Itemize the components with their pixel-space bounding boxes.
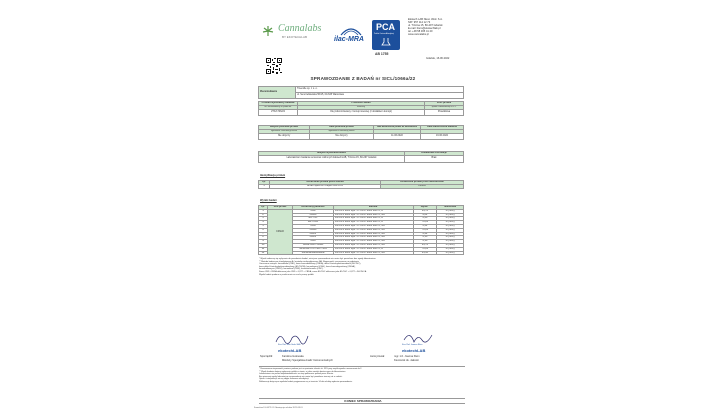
collection-table	[258, 125, 464, 140]
collection-cell: Nie dotyczy	[259, 133, 310, 139]
sample-cell: Prawidłowa	[425, 109, 464, 115]
results-cell: 0,10	[414, 240, 437, 244]
results-header: Oznaczany parametr	[293, 206, 334, 210]
collection-header: Miejsce pobrania próbek	[259, 126, 310, 130]
sample-subheader: oparte o deklarowaną w PPC	[425, 105, 464, 109]
footnote-line: * Rozszerzona niepewność pomiaru podana jest na poziomie ufności ok. 95% przy współczynniku rozszerzenia k=2.	[259, 368, 362, 370]
identification-cell: Broad Spectrum Olejek CBD 10%	[270, 184, 381, 188]
results-header: Lp.	[259, 206, 268, 210]
address-line: Ekotech LAB Niest. Wod. S.A.	[408, 18, 443, 21]
execution-cell: Brak	[405, 155, 464, 162]
collection-header: Data zakończenia badania	[421, 126, 464, 130]
stamp-right: Kier. Ref. Joanna Klein	[402, 344, 423, 346]
results-cell: % (m/m)	[437, 221, 464, 225]
results-cell: 4	[259, 221, 268, 225]
results-cell: % (m/m)	[437, 213, 464, 217]
address-line: NIP: 957 114 12 73	[408, 21, 431, 24]
cannalabs-logo	[258, 20, 328, 44]
address-line: ul. Trzcina 15, 80-297 Gdańsk	[408, 24, 443, 27]
collection-cell: 16.06.2022	[421, 133, 464, 139]
collection-subheader: ogłoszenie z informacją klienta	[259, 129, 310, 133]
results-cell: PB-CL-1 2021 wyd. 1 z 01.07.2021 MPL C, NA	[334, 240, 414, 244]
results-cell: % (m/m)	[437, 251, 464, 255]
footnote-line: Reklamacje dotyczące wyników badań przyjmowane są w terminie 14 dni od daty wydania sprawozdania.	[259, 380, 353, 383]
prepared-name: Karolina Gulewska	[282, 355, 304, 358]
results-cell: PB-CL-1 2021 wyd. 1 z 01.07.2021 MPL C, NA	[334, 224, 414, 228]
results-cell: PB-CL-1 2021 wyd. 1 z 01.07.2021 MPL C, A	[334, 217, 414, 221]
results-cell: 1	[259, 209, 268, 213]
footnote-line: Laboratorium nie ponosi odpowiedzialności za etap pobierania próbek przez Klienta.	[259, 373, 334, 375]
results-table	[258, 205, 464, 255]
results-header: Wynik**	[414, 206, 437, 210]
collection-cell: 11.06.2022	[374, 133, 421, 139]
results-cell: PB-CL-1 2021 wyd. 1 z 01.07.2021 MPL C, A	[334, 209, 414, 213]
sample-header: Produkt wykonawcy badania	[259, 102, 298, 106]
cannabis-leaf-icon	[262, 25, 274, 37]
stamp-left-brand: ekotechLAB	[278, 348, 302, 353]
results-cell: % (m/m)	[437, 224, 464, 228]
client-name: Tinecolle sp. z o. o.	[296, 87, 464, 93]
results-cell: % (m/m)	[437, 247, 464, 251]
results-cell: % (m/m)	[437, 240, 464, 244]
results-cell: 7	[259, 232, 268, 236]
results-cell: 23,74	[414, 243, 437, 247]
end-divider-bottom	[259, 403, 465, 404]
execution-header: Dodatkowe informacje	[405, 152, 464, 156]
results-cell: CBD	[293, 209, 334, 213]
results-cell: PB-CL-1 2021 wyd. 1 z 01.07.2021 MPL C, A	[334, 247, 414, 251]
results-cell: % (m/m)	[437, 243, 464, 247]
results-cell: 3	[259, 217, 268, 221]
results-cell: 2	[259, 213, 268, 217]
collection-cell: Nie dotyczy	[310, 133, 374, 139]
identification-table	[258, 180, 464, 189]
footnote-line: ** Wynik badania dotyczy wyłącznie próbki w stanie, w jakim została dostarczona do laboratorium.	[259, 370, 346, 373]
sample-header: Ilość próbek	[425, 102, 464, 106]
results-header: Kod próbki	[268, 206, 293, 210]
collection-header: Data dostarczenia próbek do laboratorium	[374, 126, 421, 130]
results-cell: CBGA	[293, 228, 334, 232]
results-header: Jednostka	[437, 206, 464, 210]
prepared-label: Sporządził:	[260, 355, 273, 358]
address-line: tel. +48 58 305 41 40	[408, 30, 433, 33]
report-page	[252, 0, 474, 420]
end-label: KONIEC SPRAWOZDANIA	[344, 399, 382, 403]
results-sample-id: C06/22	[268, 209, 293, 255]
results-cell: PB-CL-1 2021 wyd. 1 z 01.07.2021 MPL C, NA	[334, 251, 414, 255]
pca-text: PCA	[376, 22, 396, 32]
results-cell: CBDA	[293, 213, 334, 217]
pca-tube-icon	[381, 38, 391, 46]
stamp-right-brand: ekotechLAB	[402, 348, 426, 353]
results-header: Metoda*	[334, 206, 414, 210]
note-line: Suma CBD i CBDA obliczona jako CBD + 0,877 × CBDA; suma Δ9-THC obliczona jako Δ9-THC + 0,877 × Δ9-THCA.	[259, 270, 367, 273]
sample-header: Przedmiot badań	[298, 102, 425, 106]
results-cell: Suma CBD i CBDA	[293, 243, 334, 247]
note-line: Wyniki badań podane w przeliczeniu na suchą masę próbki.	[259, 273, 315, 276]
results-cell: PB-CL-1 2021 wyd. 1 z 01.07.2021 MPL C, A	[334, 221, 414, 225]
pca-logo	[372, 20, 400, 60]
collection-subheader: ogłoszenie z informacją klienta	[310, 129, 374, 133]
identification-title: Identyfikacja próbek	[260, 174, 286, 177]
results-cell: PB-CL-1 2021 wyd. 1 z 01.07.2021 MPL C, NA	[334, 228, 414, 232]
footnotes	[259, 368, 465, 383]
note-line: ** Metoda badawcza akredytowana A / metoda nieakredytowana NA. Niepewność rozszerzona na podstawie	[259, 260, 359, 263]
sample-cell: ZTK/1706/22	[259, 109, 298, 115]
results-title: Wyniki badań	[260, 199, 277, 202]
lab-address	[408, 18, 443, 36]
address-line: www.cannalabs.pl	[408, 33, 429, 36]
results-cell: PB-CL-1 2021 wyd. 1 z 01.07.2021 MPL C, NA	[334, 243, 414, 247]
sample-info-table	[258, 101, 464, 116]
results-cell: 0,20	[414, 217, 437, 221]
results-cell: Suma Δ9-THC i Δ9-THCA	[293, 247, 334, 251]
report-title: SPRAWOZDANIE Z BADAŃ nr SICL/1066a/22	[310, 76, 416, 81]
results-cell: CBN	[293, 240, 334, 244]
note-line: kannabidiwaryna (CBDV), kannabinol (CBN), kannabichromen (CBC).	[259, 268, 324, 271]
results-cell: <0,01	[414, 221, 437, 225]
place-date: Gdańsk, 16.06.2022	[426, 57, 450, 60]
stamp-left: Kier. Ref. Ewa Szulc-Wilk	[278, 344, 301, 346]
results-cell: CBDV	[293, 232, 334, 236]
brand-name: Cannalabs	[278, 23, 322, 34]
footnote-divider	[259, 366, 465, 367]
results-cell: 10	[259, 243, 268, 247]
results-cell: PB-CL-1 2021 wyd. 1 z 01.07.2021 MPL C, NA	[334, 236, 414, 240]
qr-code	[266, 58, 282, 74]
identification-cell: 1	[259, 184, 270, 188]
results-cell: % (m/m)	[437, 232, 464, 236]
collection-header: Data pobrania próbek	[310, 126, 374, 130]
brand-sub: BY EKOTECHLAB	[282, 35, 307, 39]
results-cell: Δ9-THCA	[293, 221, 334, 225]
results-cell: 5	[259, 224, 268, 228]
identification-header: Oznaczenie próbek przez laboratorium	[381, 181, 464, 185]
execution-table	[258, 151, 464, 163]
sample-subheader: ref. zleceniodawcy/ nr próbki ref.	[259, 105, 298, 109]
address-line: E-mail: biuro@ekotechlab.pl	[408, 27, 441, 30]
client-address: ul. Senczelkowska 56/15, 00-645 Warszawa	[296, 93, 464, 99]
client-table	[258, 86, 464, 99]
footnote-line: Opinie i interpretacje nie są objęte zakresem akredytacji.	[259, 378, 310, 380]
identification-cell: C06/22	[381, 184, 464, 188]
sample-cell: Olej mikronizowany z konopi siewnej (z dodatkiem konopi)	[298, 109, 425, 115]
results-cell: 9	[259, 240, 268, 244]
results-cell: Δ9-THC	[293, 217, 334, 221]
results-cell: 0,22	[414, 224, 437, 228]
approved-name: mgr. inż. Joanna Klein	[394, 355, 420, 358]
approved-label: Autoryzował:	[370, 355, 385, 358]
results-cell: Suma kannabinoidów	[293, 251, 334, 255]
results-cell: <0,01	[414, 247, 437, 251]
results-cell: % (m/m)	[437, 236, 464, 240]
results-cell: 23,72	[414, 209, 437, 213]
results-cell: 0,02	[414, 213, 437, 217]
results-cell: CBG	[293, 224, 334, 228]
results-cell: 12	[259, 251, 268, 255]
results-cell: % (m/m)	[437, 228, 464, 232]
results-cell: 11	[259, 247, 268, 251]
sample-subheader: Inventary	[298, 105, 425, 109]
ab-number: AB 1755	[375, 52, 389, 56]
ilac-mra-logo	[332, 26, 370, 48]
note-line: * Wyniki odnoszą się wyłącznie do przedmiotu badań, niniejsze sprawozdanie nie może być powielane bez zgody laboratorium.	[259, 258, 376, 260]
results-cell: PB-CL-1 2021 wyd. 1 z 01.07.2021 MPL C, NA	[334, 213, 414, 217]
execution-cell: Laboratorium badania surowców roślinnych EkotechLAB, Trzcina 15, 80-297 Gdańsk	[259, 155, 405, 162]
client-label: Zleceniodawca	[259, 87, 296, 99]
form-footer: Formularz F-LG/P2 01 Obowiązuje od dnia 2021.08.01	[254, 407, 303, 409]
ilac-globe-icon	[340, 26, 362, 36]
results-cell: <0,01	[414, 228, 437, 232]
results-cell: 6	[259, 228, 268, 232]
prepared-role: Młodszy Specjalista Analiz Instrumentalnych	[282, 359, 333, 362]
ilac-text: ilac-MRA	[334, 36, 364, 43]
results-cell: PB-CL-1 2021 wyd. 1 z 01.07.2021 MPL C, NA	[334, 232, 414, 236]
identification-header: Lp.	[259, 181, 270, 185]
note-line: kwas delta-9-tetrahydrokannabinolowy (Δ9-THCA), kannabigerol (CBG), kwas kannabigerolowy (CBGA),	[259, 265, 356, 268]
notes	[259, 258, 465, 276]
results-cell: % (m/m)	[437, 209, 464, 213]
results-cell: 0,22	[414, 232, 437, 236]
results-cell: 0,10	[414, 236, 437, 240]
execution-header: Miejsce wykonania analiz	[259, 152, 405, 156]
pca-sub: Polskie Centrum Akredytacji	[374, 34, 394, 35]
results-cell: 8	[259, 236, 268, 240]
results-cell: 25,63	[414, 251, 437, 255]
identification-header: Oznaczenie próbek przez Klienta	[270, 181, 381, 185]
approved-role: Kierownik ds. Jakości	[394, 359, 419, 362]
results-cell: % (m/m)	[437, 217, 464, 221]
note-line: Oznaczane związki: kannabidiol (CBD), kwas kannabidiolowy (CBDA), delta-9-tetrahydrokannabinol (Δ9-THC),	[259, 263, 361, 266]
footnote-line: Bez pisemnej zgody laboratorium sprawozdanie nie może być powielane inaczej niż w całości.	[259, 375, 343, 378]
results-cell: CBDV	[293, 236, 334, 240]
